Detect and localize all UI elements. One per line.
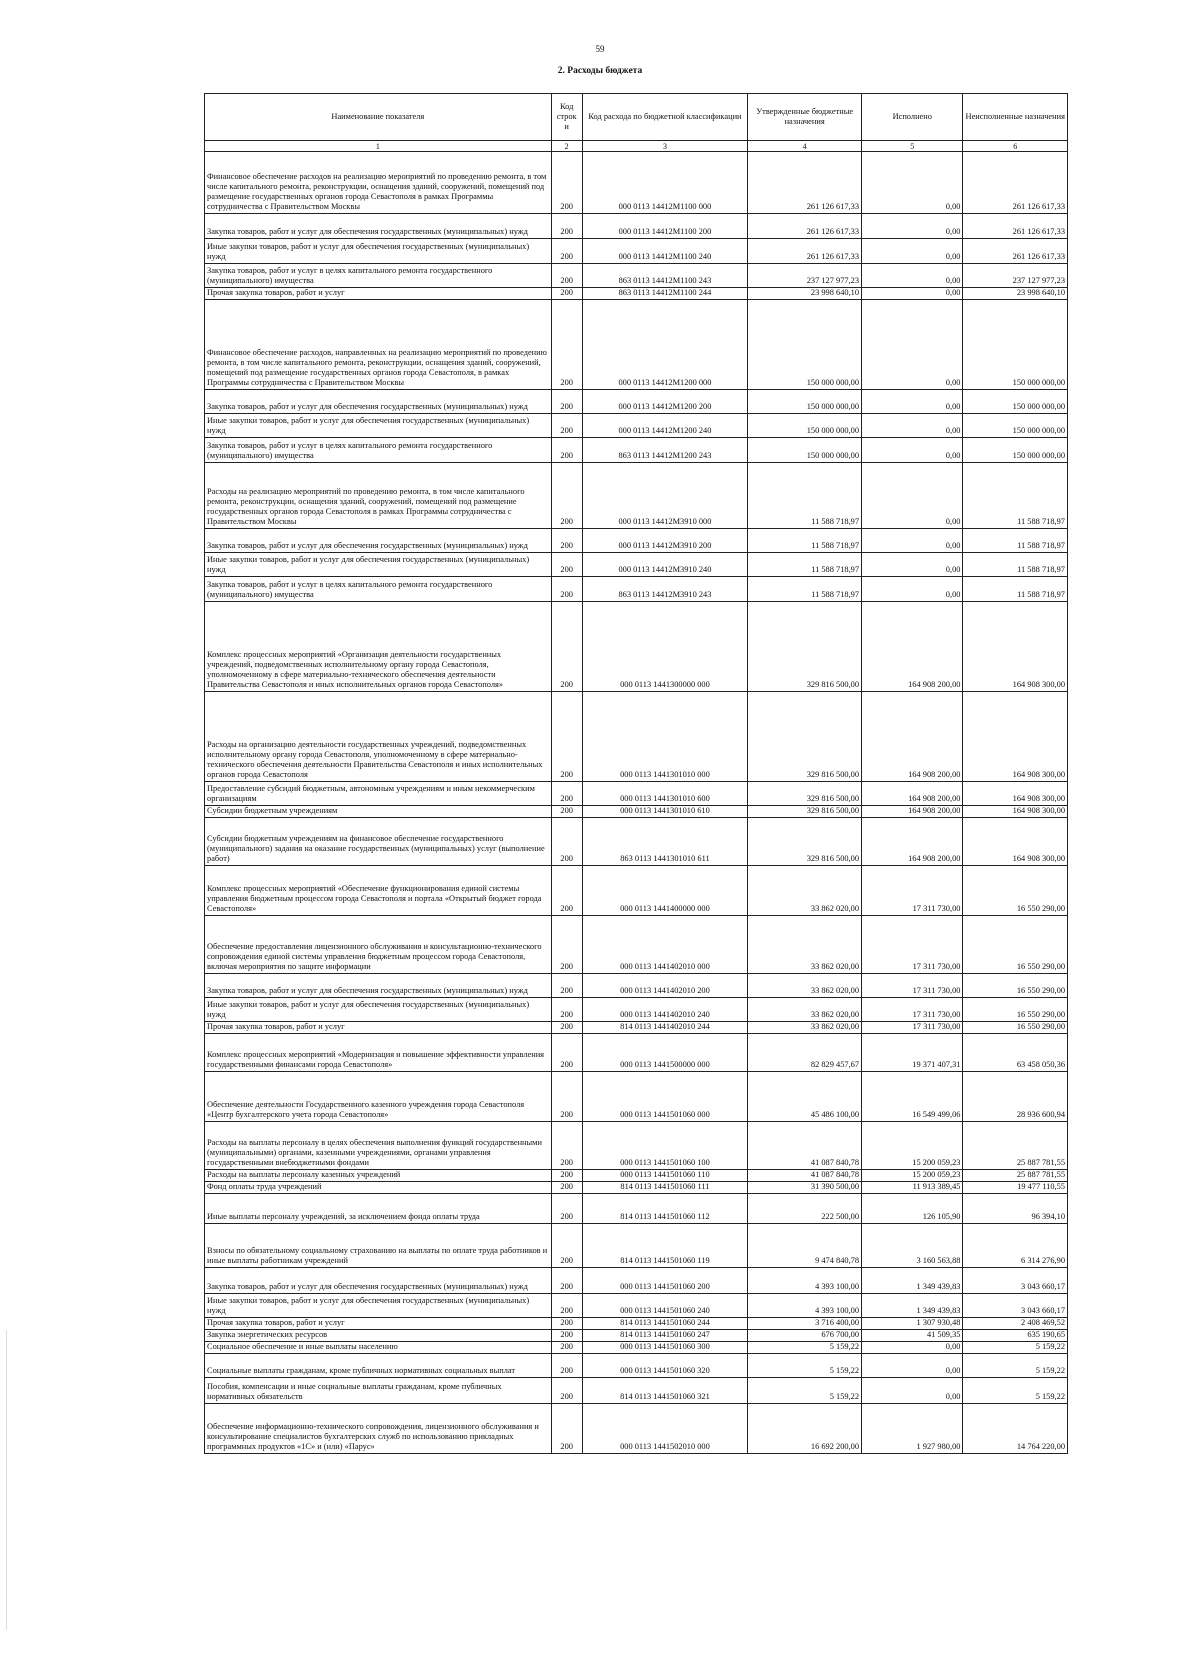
row-line-code: 200 <box>551 463 582 529</box>
row-executed: 0,00 <box>862 1378 963 1404</box>
table-row <box>205 1318 1068 1330</box>
table-row <box>205 463 1068 529</box>
row-line-code: 200 <box>551 553 582 577</box>
row-budget-code: 814 0113 1441501060 111 <box>582 1182 748 1194</box>
row-unexecuted: 237 127 977,23 <box>963 264 1068 288</box>
header-unexecuted: Неисполненные назначения <box>963 94 1068 141</box>
row-executed: 0,00 <box>862 463 963 529</box>
row-executed: 0,00 <box>862 577 963 602</box>
row-line-code: 200 <box>551 300 582 390</box>
row-name: Обеспечение информационно-технического сопровождения, лицензионного обслуживания и консультирование специалистов бухгалтерских служб по использованию прикладных программных продуктов «1С» и (или) «Парус» <box>205 1404 552 1454</box>
row-line-code: 200 <box>551 1294 582 1318</box>
row-unexecuted: 16 550 290,00 <box>963 866 1068 916</box>
table-row <box>205 998 1068 1022</box>
table-row <box>205 300 1068 390</box>
row-approved: 222 500,00 <box>748 1194 862 1224</box>
row-budget-code: 863 0113 14412M3910 243 <box>582 577 748 602</box>
row-name: Взносы по обязательному социальному страхованию на выплаты по оплате труда работников и иные выплаты работникам учреждений <box>205 1224 552 1268</box>
table-row <box>205 602 1068 692</box>
row-unexecuted: 25 887 781,55 <box>963 1170 1068 1182</box>
row-unexecuted: 261 126 617,33 <box>963 214 1068 239</box>
row-line-code: 200 <box>551 1182 582 1194</box>
row-unexecuted: 11 588 718,97 <box>963 553 1068 577</box>
row-line-code: 200 <box>551 214 582 239</box>
table-row <box>205 1404 1068 1454</box>
row-unexecuted: 261 126 617,33 <box>963 152 1068 214</box>
row-budget-code: 000 0113 1441400000 000 <box>582 866 748 916</box>
row-name: Закупка товаров, работ и услуг в целях капитального ремонта государственного (муниципального) имущества <box>205 264 552 288</box>
column-number: 5 <box>862 141 963 152</box>
row-unexecuted: 5 159,22 <box>963 1378 1068 1404</box>
row-approved: 329 816 500,00 <box>748 692 862 782</box>
row-budget-code: 000 0113 1441402010 200 <box>582 974 748 998</box>
row-approved: 4 393 100,00 <box>748 1294 862 1318</box>
row-line-code: 200 <box>551 974 582 998</box>
row-name: Прочая закупка товаров, работ и услуг <box>205 288 552 300</box>
row-approved: 33 862 020,00 <box>748 1022 862 1034</box>
row-name: Финансовое обеспечение расходов на реализацию мероприятий по проведению ремонта, в том числе капитального ремонта, реконструкции, оснащения зданий, сооружений, помещений под размещение государственных органов города Севастополя в рамках Программы сотрудничества с Правительством Москвы <box>205 152 552 214</box>
row-name: Расходы на реализацию мероприятий по проведению ремонта, в том числе капитального ремонта, реконструкции, оснащения зданий, сооружений, помещений под размещение государственных органов города Севастополя в рамках Программы сотрудничества с Правительством Москвы <box>205 463 552 529</box>
row-name: Расходы на выплаты персоналу в целях обеспечения выполнения функций государственными (муниципальными) органами, казенными учреждениями, органами управления государственными внебюджетными фондами <box>205 1122 552 1170</box>
row-approved: 150 000 000,00 <box>748 300 862 390</box>
row-unexecuted: 16 550 290,00 <box>963 916 1068 974</box>
row-name: Иные выплаты персоналу учреждений, за исключением фонда оплаты труда <box>205 1194 552 1224</box>
row-line-code: 200 <box>551 692 582 782</box>
row-line-code: 200 <box>551 577 582 602</box>
row-approved: 237 127 977,23 <box>748 264 862 288</box>
row-budget-code: 000 0113 1441501060 000 <box>582 1072 748 1122</box>
row-budget-code: 000 0113 1441402010 240 <box>582 998 748 1022</box>
table-row <box>205 974 1068 998</box>
row-budget-code: 000 0113 14412M3910 200 <box>582 529 748 553</box>
row-budget-code: 814 0113 1441501060 247 <box>582 1330 748 1342</box>
row-executed: 19 371 407,31 <box>862 1034 963 1072</box>
row-unexecuted: 19 477 110,55 <box>963 1182 1068 1194</box>
row-approved: 261 126 617,33 <box>748 214 862 239</box>
row-line-code: 200 <box>551 1330 582 1342</box>
row-name: Социальные выплаты гражданам, кроме публичных нормативных социальных выплат <box>205 1354 552 1378</box>
row-name: Закупка товаров, работ и услуг для обеспечения государственных (муниципальных) нужд <box>205 390 552 414</box>
row-executed: 164 908 200,00 <box>862 692 963 782</box>
table-row <box>205 438 1068 463</box>
row-executed: 1 349 439,83 <box>862 1294 963 1318</box>
row-name: Закупка товаров, работ и услуг для обеспечения государственных (муниципальных) нужд <box>205 974 552 998</box>
row-executed: 126 105,90 <box>862 1194 963 1224</box>
row-budget-code: 000 0113 1441301010 610 <box>582 806 748 818</box>
row-line-code: 200 <box>551 529 582 553</box>
row-executed: 15 200 059,23 <box>862 1122 963 1170</box>
row-budget-code: 000 0113 14412M1100 000 <box>582 152 748 214</box>
row-approved: 4 393 100,00 <box>748 1268 862 1294</box>
row-budget-code: 000 0113 1441501060 240 <box>582 1294 748 1318</box>
row-name: Комплекс процессных мероприятий «Модернизация и повышение эффективности управления государственными финансами города Севастополя» <box>205 1034 552 1072</box>
row-name: Комплекс процессных мероприятий «Организация деятельности государственных учреждений, подведомственных исполнительному органу города Севастополя, уполномоченному в сфере материально-технического обеспечения деятельности Правительства Севастополя и иных исполнительных органов города Севастополя» <box>205 602 552 692</box>
row-unexecuted: 3 043 660,17 <box>963 1294 1068 1318</box>
row-line-code: 200 <box>551 1224 582 1268</box>
row-executed: 17 311 730,00 <box>862 974 963 998</box>
row-unexecuted: 11 588 718,97 <box>963 463 1068 529</box>
row-budget-code: 814 0113 1441501060 244 <box>582 1318 748 1330</box>
table-row <box>205 1342 1068 1354</box>
row-name: Иные закупки товаров, работ и услуг для обеспечения государственных (муниципальных) нужд <box>205 1294 552 1318</box>
row-approved: 33 862 020,00 <box>748 916 862 974</box>
row-executed: 0,00 <box>862 529 963 553</box>
row-line-code: 200 <box>551 1354 582 1378</box>
row-budget-code: 863 0113 14412M1100 244 <box>582 288 748 300</box>
row-unexecuted: 5 159,22 <box>963 1342 1068 1354</box>
row-unexecuted: 63 458 050,36 <box>963 1034 1068 1072</box>
row-name: Фонд оплаты труда учреждений <box>205 1182 552 1194</box>
row-approved: 82 829 457,67 <box>748 1034 862 1072</box>
row-name: Иные закупки товаров, работ и услуг для обеспечения государственных (муниципальных) нужд <box>205 998 552 1022</box>
table-row <box>205 239 1068 264</box>
row-executed: 0,00 <box>862 1354 963 1378</box>
row-budget-code: 000 0113 1441502010 000 <box>582 1404 748 1454</box>
table-row <box>205 1268 1068 1294</box>
row-unexecuted: 150 000 000,00 <box>963 390 1068 414</box>
row-executed: 15 200 059,23 <box>862 1170 963 1182</box>
table-row <box>205 1170 1068 1182</box>
row-line-code: 200 <box>551 1268 582 1294</box>
row-approved: 11 588 718,97 <box>748 553 862 577</box>
row-line-code: 200 <box>551 806 582 818</box>
row-approved: 676 700,00 <box>748 1330 862 1342</box>
row-line-code: 200 <box>551 239 582 264</box>
table-row <box>205 553 1068 577</box>
row-executed: 0,00 <box>862 214 963 239</box>
row-approved: 33 862 020,00 <box>748 866 862 916</box>
row-budget-code: 814 0113 1441501060 119 <box>582 1224 748 1268</box>
header-budget-code: Код расхода по бюджетной классификации <box>582 94 748 141</box>
table-row <box>205 1330 1068 1342</box>
table-row <box>205 1034 1068 1072</box>
row-budget-code: 000 0113 14412M1100 240 <box>582 239 748 264</box>
row-line-code: 200 <box>551 264 582 288</box>
table-row <box>205 1354 1068 1378</box>
table-row <box>205 1194 1068 1224</box>
row-executed: 0,00 <box>862 300 963 390</box>
row-name: Социальное обеспечение и иные выплаты населению <box>205 1342 552 1354</box>
row-approved: 261 126 617,33 <box>748 152 862 214</box>
row-line-code: 200 <box>551 818 582 866</box>
row-unexecuted: 261 126 617,33 <box>963 239 1068 264</box>
row-executed: 0,00 <box>862 553 963 577</box>
row-approved: 16 692 200,00 <box>748 1404 862 1454</box>
row-budget-code: 000 0113 1441501060 110 <box>582 1170 748 1182</box>
row-budget-code: 000 0113 14412M3910 240 <box>582 553 748 577</box>
row-executed: 0,00 <box>862 414 963 438</box>
row-executed: 1 349 439,83 <box>862 1268 963 1294</box>
row-unexecuted: 164 908 300,00 <box>963 818 1068 866</box>
row-unexecuted: 11 588 718,97 <box>963 577 1068 602</box>
row-approved: 150 000 000,00 <box>748 414 862 438</box>
table-row <box>205 806 1068 818</box>
row-approved: 9 474 840,78 <box>748 1224 862 1268</box>
row-unexecuted: 11 588 718,97 <box>963 529 1068 553</box>
row-unexecuted: 6 314 276,90 <box>963 1224 1068 1268</box>
table-row <box>205 1122 1068 1170</box>
header-line-code: Код строк и <box>551 94 582 141</box>
row-approved: 329 816 500,00 <box>748 818 862 866</box>
row-approved: 5 159,22 <box>748 1378 862 1404</box>
row-unexecuted: 16 550 290,00 <box>963 998 1068 1022</box>
row-budget-code: 000 0113 1441402010 000 <box>582 916 748 974</box>
row-name: Закупка товаров, работ и услуг в целях капитального ремонта государственного (муниципального) имущества <box>205 438 552 463</box>
row-approved: 11 588 718,97 <box>748 577 862 602</box>
row-budget-code: 863 0113 14412M1200 243 <box>582 438 748 463</box>
table-row <box>205 414 1068 438</box>
table-row <box>205 390 1068 414</box>
row-budget-code: 863 0113 14412M1100 243 <box>582 264 748 288</box>
row-budget-code: 000 0113 1441501060 320 <box>582 1354 748 1378</box>
table-row <box>205 577 1068 602</box>
row-budget-code: 000 0113 1441501060 100 <box>582 1122 748 1170</box>
row-executed: 17 311 730,00 <box>862 1022 963 1034</box>
row-budget-code: 814 0113 1441501060 112 <box>582 1194 748 1224</box>
row-line-code: 200 <box>551 1342 582 1354</box>
row-line-code: 200 <box>551 152 582 214</box>
row-approved: 33 862 020,00 <box>748 974 862 998</box>
table-row <box>205 529 1068 553</box>
row-name: Закупка товаров, работ и услуг для обеспечения государственных (муниципальных) нужд <box>205 529 552 553</box>
header-indicator-name: Наименование показателя <box>205 94 552 141</box>
row-budget-code: 000 0113 14412M1200 240 <box>582 414 748 438</box>
row-budget-code: 000 0113 14412M1200 200 <box>582 390 748 414</box>
row-name: Пособия, компенсации и иные социальные выплаты гражданам, кроме публичных нормативных обязательств <box>205 1378 552 1404</box>
row-unexecuted: 150 000 000,00 <box>963 438 1068 463</box>
budget-expenses-table <box>204 93 1068 1454</box>
row-line-code: 200 <box>551 1072 582 1122</box>
row-approved: 329 816 500,00 <box>748 806 862 818</box>
row-unexecuted: 96 394,10 <box>963 1194 1068 1224</box>
row-line-code: 200 <box>551 1378 582 1404</box>
row-approved: 31 390 500,00 <box>748 1182 862 1194</box>
row-line-code: 200 <box>551 1318 582 1330</box>
row-name: Расходы на выплаты персоналу казенных учреждений <box>205 1170 552 1182</box>
row-approved: 41 087 840,78 <box>748 1170 862 1182</box>
table-row <box>205 866 1068 916</box>
row-line-code: 200 <box>551 782 582 806</box>
header-executed: Исполнено <box>862 94 963 141</box>
row-executed: 17 311 730,00 <box>862 866 963 916</box>
row-executed: 17 311 730,00 <box>862 916 963 974</box>
row-unexecuted: 5 159,22 <box>963 1354 1068 1378</box>
row-line-code: 200 <box>551 998 582 1022</box>
table-row <box>205 1294 1068 1318</box>
row-unexecuted: 16 550 290,00 <box>963 974 1068 998</box>
row-executed: 17 311 730,00 <box>862 998 963 1022</box>
table-row <box>205 288 1068 300</box>
row-budget-code: 814 0113 1441501060 321 <box>582 1378 748 1404</box>
row-name: Обеспечение предоставления лицензионного обслуживания и консультационно-технического сопровождения единой системы управления бюджетным процессом города Севастополя, включая мероприятия по защите информации <box>205 916 552 974</box>
row-executed: 0,00 <box>862 438 963 463</box>
row-unexecuted: 3 043 660,17 <box>963 1268 1068 1294</box>
row-executed: 0,00 <box>862 390 963 414</box>
row-line-code: 200 <box>551 1034 582 1072</box>
row-line-code: 200 <box>551 438 582 463</box>
row-unexecuted: 23 998 640,10 <box>963 288 1068 300</box>
row-unexecuted: 164 908 300,00 <box>963 692 1068 782</box>
row-line-code: 200 <box>551 866 582 916</box>
table-row <box>205 152 1068 214</box>
row-approved: 23 998 640,10 <box>748 288 862 300</box>
row-budget-code: 000 0113 1441301010 600 <box>582 782 748 806</box>
row-executed: 3 160 563,88 <box>862 1224 963 1268</box>
row-unexecuted: 150 000 000,00 <box>963 414 1068 438</box>
table-row <box>205 1182 1068 1194</box>
document-title: 2. Расходы бюджета <box>557 66 643 76</box>
table-row <box>205 1224 1068 1268</box>
row-budget-code: 000 0113 1441301010 000 <box>582 692 748 782</box>
table-row <box>205 818 1068 866</box>
row-name: Субсидии бюджетным учреждениям на финансовое обеспечение государственного (муниципального) задания на оказание государственных (муниципальных) услуг (выполнение работ) <box>205 818 552 866</box>
row-approved: 261 126 617,33 <box>748 239 862 264</box>
row-line-code: 200 <box>551 390 582 414</box>
column-number: 6 <box>963 141 1068 152</box>
row-name: Комплекс процессных мероприятий «Обеспечение функционирования единой системы управления бюджетным процессом города Севастополя и портала «Открытый бюджет города Севастополя» <box>205 866 552 916</box>
row-line-code: 200 <box>551 1404 582 1454</box>
row-unexecuted: 2 408 469,52 <box>963 1318 1068 1330</box>
column-number: 4 <box>748 141 862 152</box>
table-row <box>205 1378 1068 1404</box>
row-executed: 41 509,35 <box>862 1330 963 1342</box>
row-unexecuted: 635 190,65 <box>963 1330 1068 1342</box>
row-executed: 164 908 200,00 <box>862 818 963 866</box>
table-row <box>205 1022 1068 1034</box>
row-approved: 11 588 718,97 <box>748 463 862 529</box>
table-row <box>205 214 1068 239</box>
row-name: Иные закупки товаров, работ и услуг для обеспечения государственных (муниципальных) нужд <box>205 239 552 264</box>
table-row <box>205 692 1068 782</box>
row-line-code: 200 <box>551 1194 582 1224</box>
table-row <box>205 916 1068 974</box>
row-name: Иные закупки товаров, работ и услуг для обеспечения государственных (муниципальных) нужд <box>205 414 552 438</box>
row-name: Расходы на организацию деятельности государственных учреждений, подведомственных исполнительному органу города Севастополя, уполномоченному в сфере материально-технического обеспечения деятельности Правительства Севастополя и иных исполнительных органов города Севастополя <box>205 692 552 782</box>
row-executed: 0,00 <box>862 152 963 214</box>
scan-margin-line <box>6 1330 7 1630</box>
row-line-code: 200 <box>551 288 582 300</box>
row-approved: 11 588 718,97 <box>748 529 862 553</box>
row-name: Иные закупки товаров, работ и услуг для обеспечения государственных (муниципальных) нужд <box>205 553 552 577</box>
table-body <box>205 152 1068 1454</box>
row-name: Закупка энергетических ресурсов <box>205 1330 552 1342</box>
row-budget-code: 000 0113 14412M1100 200 <box>582 214 748 239</box>
row-approved: 329 816 500,00 <box>748 782 862 806</box>
row-executed: 0,00 <box>862 1342 963 1354</box>
row-executed: 164 908 200,00 <box>862 782 963 806</box>
row-executed: 0,00 <box>862 239 963 264</box>
row-executed: 11 913 389,45 <box>862 1182 963 1194</box>
row-executed: 1 307 930,48 <box>862 1318 963 1330</box>
row-name: Финансовое обеспечение расходов, направленных на реализацию мероприятий по проведению ремонта, в том числе капитального ремонта, реконструкции, оснащения зданий, сооружений, помещений под размещение государственных органов города Севастополя, в рамках Программы сотрудничества с Правительством Москвы <box>205 300 552 390</box>
row-line-code: 200 <box>551 414 582 438</box>
row-name: Прочая закупка товаров, работ и услуг <box>205 1318 552 1330</box>
row-approved: 45 486 100,00 <box>748 1072 862 1122</box>
row-unexecuted: 16 550 290,00 <box>963 1022 1068 1034</box>
row-unexecuted: 164 908 300,00 <box>963 806 1068 818</box>
row-executed: 0,00 <box>862 264 963 288</box>
row-budget-code: 863 0113 1441301010 611 <box>582 818 748 866</box>
row-line-code: 200 <box>551 602 582 692</box>
row-budget-code: 000 0113 14412M3910 000 <box>582 463 748 529</box>
page-number: 59 <box>595 44 605 54</box>
row-line-code: 200 <box>551 1022 582 1034</box>
row-executed: 164 908 200,00 <box>862 806 963 818</box>
row-line-code: 200 <box>551 1122 582 1170</box>
column-number: 2 <box>551 141 582 152</box>
row-unexecuted: 164 908 300,00 <box>963 782 1068 806</box>
header-approved: Утвержденные бюджетные назначения <box>748 94 862 141</box>
row-unexecuted: 164 908 300,00 <box>963 602 1068 692</box>
table-row <box>205 1072 1068 1122</box>
column-number: 1 <box>205 141 552 152</box>
row-unexecuted: 25 887 781,55 <box>963 1122 1068 1170</box>
row-name: Закупка товаров, работ и услуг для обеспечения государственных (муниципальных) нужд <box>205 214 552 239</box>
row-name: Закупка товаров, работ и услуг в целях капитального ремонта государственного (муниципального) имущества <box>205 577 552 602</box>
row-name: Предоставление субсидий бюджетным, автономным учреждениям и иным некоммерческим организациям <box>205 782 552 806</box>
row-name: Обеспечение деятельности Государственного казенного учреждения города Севастополя «Центр бухгалтерского учета города Севастополя» <box>205 1072 552 1122</box>
column-number: 3 <box>582 141 748 152</box>
row-unexecuted: 150 000 000,00 <box>963 300 1068 390</box>
row-executed: 16 549 499,06 <box>862 1072 963 1122</box>
row-line-code: 200 <box>551 1170 582 1182</box>
table-row <box>205 264 1068 288</box>
row-approved: 5 159,22 <box>748 1342 862 1354</box>
row-budget-code: 000 0113 1441501060 200 <box>582 1268 748 1294</box>
row-approved: 5 159,22 <box>748 1354 862 1378</box>
row-unexecuted: 28 936 600,94 <box>963 1072 1068 1122</box>
row-executed: 1 927 980,00 <box>862 1404 963 1454</box>
row-executed: 164 908 200,00 <box>862 602 963 692</box>
row-name: Прочая закупка товаров, работ и услуг <box>205 1022 552 1034</box>
row-budget-code: 000 0113 14412M1200 000 <box>582 300 748 390</box>
row-name: Субсидии бюджетным учреждениям <box>205 806 552 818</box>
row-budget-code: 000 0113 1441501060 300 <box>582 1342 748 1354</box>
row-line-code: 200 <box>551 916 582 974</box>
row-approved: 329 816 500,00 <box>748 602 862 692</box>
row-approved: 41 087 840,78 <box>748 1122 862 1170</box>
row-approved: 33 862 020,00 <box>748 998 862 1022</box>
row-budget-code: 814 0113 1441402010 244 <box>582 1022 748 1034</box>
table-row <box>205 782 1068 806</box>
row-budget-code: 000 0113 1441500000 000 <box>582 1034 748 1072</box>
row-name: Закупка товаров, работ и услуг для обеспечения государственных (муниципальных) нужд <box>205 1268 552 1294</box>
row-unexecuted: 14 764 220,00 <box>963 1404 1068 1454</box>
row-approved: 150 000 000,00 <box>748 438 862 463</box>
row-executed: 0,00 <box>862 288 963 300</box>
row-approved: 3 716 400,00 <box>748 1318 862 1330</box>
row-budget-code: 000 0113 1441300000 000 <box>582 602 748 692</box>
row-approved: 150 000 000,00 <box>748 390 862 414</box>
